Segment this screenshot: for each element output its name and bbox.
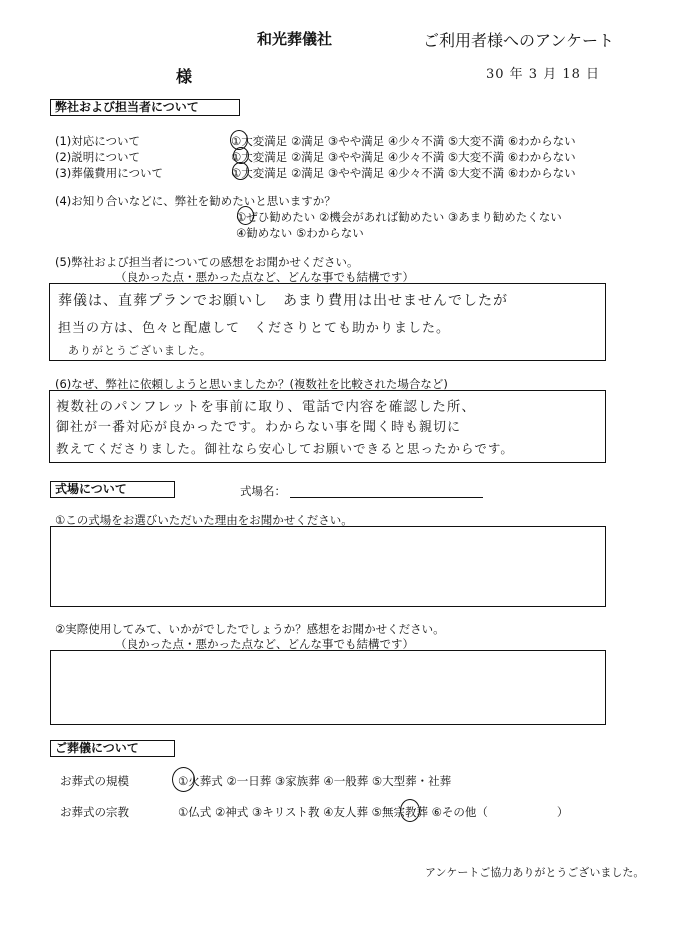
q5-answer-line: 担当の方は、色々と配慮して くださりとても助かりました。 <box>58 321 451 336</box>
q4-label: (4)お知り合いなどに、弊社を勧めたいと思いますか？ <box>55 194 336 208</box>
q2-label: (2)説明について <box>55 150 141 164</box>
q6-label: (6)なぜ、弊社に依頼しようと思いましたか？(複数社を比較された場合など) <box>55 377 448 391</box>
survey-title: ご利用者様へのアンケート <box>423 31 615 50</box>
q6-answer-line: 複数社のパンフレットを事前に取り、電話で内容を確認した所、 <box>56 399 476 415</box>
venue-q1-label: ①この式場をお選びいただいた理由をお聞かせください。 <box>55 513 353 527</box>
venue-q1-answer-box <box>50 526 606 607</box>
funeral-religion-options: ①仏式 ②神式 ③キリスト教 ④友人葬 ⑤無宗教葬 ⑥その他（ ） <box>178 805 569 819</box>
survey-date: 30 年 3 月 18 日 <box>486 67 601 82</box>
q5-answer-box <box>49 283 606 361</box>
funeral-scale-options: ①火葬式 ②一日葬 ③家族葬 ④一般葬 ⑤大型葬・社葬 <box>178 774 452 788</box>
scale-selection-circle <box>172 767 195 792</box>
customer-honorific: 様 <box>176 67 193 86</box>
venue-q2-answer-box <box>50 650 606 725</box>
q4-selection-circle <box>237 206 254 225</box>
funeral-religion-label: お葬式の宗教 <box>60 805 129 819</box>
company-name: 和光葬儀社 <box>257 30 333 48</box>
religion-selection-circle <box>400 799 420 822</box>
venue-name-underline <box>290 497 483 498</box>
thanks-message: アンケートご協力ありがとうございました。 <box>425 866 645 879</box>
q3-label: (3)葬儀費用について <box>55 166 164 180</box>
q3-selection-circle <box>232 162 249 180</box>
venue-q2-label: ②実際使用してみて、いかがでしたでしょうか？感想をお聞かせください。 <box>55 622 445 636</box>
q4-options-line2: ④勧めない ⑤わからない <box>236 226 364 240</box>
q4-options-line1: ①ぜひ勧めたい ②機会があれば勧めたい ③あまり勧めたくない <box>236 210 562 224</box>
q5-answer-line: 葬儀は、直葬プランでお願いし あまり費用は出せませんでしたが <box>58 293 508 309</box>
venue-q2-subtext: （良かった点・悪かった点など、どんな事でも結構です） <box>115 637 414 651</box>
section-funeral-heading: ご葬儀について <box>50 740 175 757</box>
q2-options: ①大変満足 ②満足 ③やや満足 ④少々不満 ⑤大変不満 ⑥わからない <box>231 150 576 164</box>
venue-name-label: 式場名： <box>240 484 286 498</box>
q5-answer-line: ありがとうございました。 <box>68 344 212 357</box>
q1-options: ①大変満足 ②満足 ③やや満足 ④少々不満 ⑤大変不満 ⑥わからない <box>231 134 576 148</box>
q3-options: ①大変満足 ②満足 ③やや満足 ④少々不満 ⑤大変不満 ⑥わからない <box>231 166 576 180</box>
section-venue-heading: 式場について <box>50 481 175 498</box>
q5-label: (5)弊社および担当者についての感想をお聞かせください。 <box>55 255 359 269</box>
funeral-scale-label: お葬式の規模 <box>60 774 129 788</box>
q1-label: (1)対応について <box>55 134 141 148</box>
section-company-heading: 弊社および担当者について <box>50 99 240 116</box>
q5-subtext: （良かった点・悪かった点など、どんな事でも結構です） <box>115 270 414 284</box>
q6-answer-box <box>49 390 606 463</box>
q6-answer-line: 教えてくださりました。御社なら安心してお願いできると思ったからです。 <box>56 441 514 456</box>
q6-answer-line: 御社が一番対応が良かったです。わからない事を聞く時も親切に <box>56 420 461 435</box>
